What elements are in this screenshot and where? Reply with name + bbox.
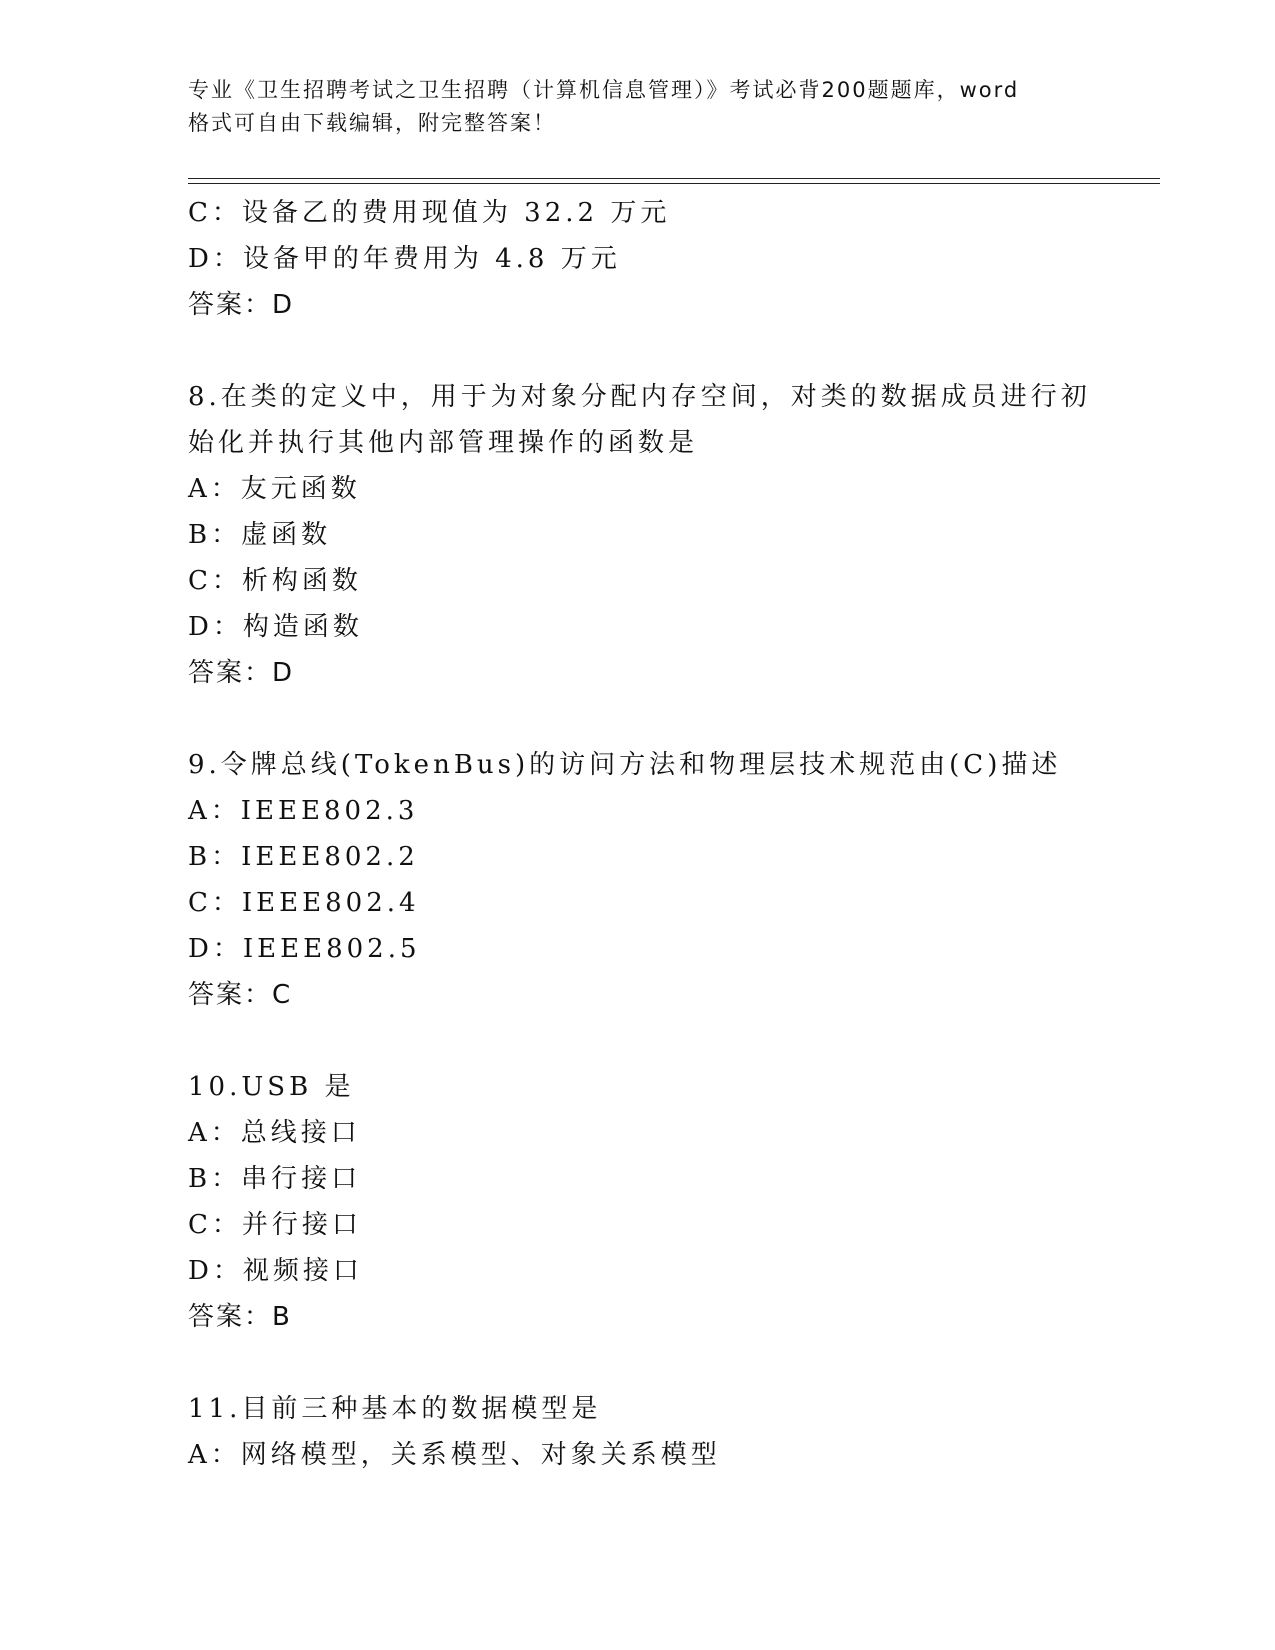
- option-text: 网络模型，关系模型、对象关系模型: [240, 1440, 721, 1470]
- answer-line: 答案：D: [188, 290, 295, 320]
- option-a: [188, 466, 1188, 512]
- question-stem-continued: 始化并执行其他内部管理操作的函数是: [188, 428, 699, 458]
- spacer: [188, 1340, 1188, 1386]
- option-letter: A：: [188, 474, 241, 504]
- option-text: 虚函数: [241, 520, 332, 550]
- option-letter: D：: [188, 934, 243, 964]
- option-c: [188, 1202, 1188, 1248]
- option-letter: A：: [188, 1118, 241, 1148]
- spacer: [188, 696, 1188, 742]
- option-text: IEEE802.3: [240, 796, 419, 826]
- option-d: [188, 236, 1188, 282]
- header-line-1: 专业《卫生招聘考试之卫生招聘（计算机信息管理）》考试必背200题题库，word: [188, 78, 1020, 102]
- option-letter: C：: [188, 566, 242, 596]
- option-text: 析构函数: [241, 566, 362, 596]
- option-a: [188, 1110, 1188, 1156]
- option-letter: D：: [188, 612, 243, 642]
- option-c: [188, 190, 1188, 236]
- option-a: [188, 1432, 1188, 1478]
- question-stem: 10.USB 是: [188, 1072, 355, 1102]
- question-11: [188, 1386, 1188, 1478]
- option-b: [188, 834, 1188, 880]
- option-letter: C：: [188, 198, 242, 228]
- question-9: [188, 742, 1188, 1018]
- answer-line: 答案：C: [188, 980, 293, 1010]
- question-8: [188, 374, 1188, 696]
- option-d: [188, 604, 1188, 650]
- question-stem: 11.目前三种基本的数据模型是: [188, 1394, 602, 1424]
- option-d: [188, 1248, 1188, 1294]
- answer-line: 答案：B: [188, 1302, 292, 1332]
- option-letter: C：: [188, 1210, 242, 1240]
- option-a: [188, 788, 1188, 834]
- option-letter: B：: [188, 1164, 242, 1194]
- option-d: [188, 926, 1188, 972]
- option-letter: D：: [188, 1256, 243, 1286]
- option-text: 设备甲的年费用为 4.8 万元: [242, 244, 621, 274]
- question-stem: 8.在类的定义中，用于为对象分配内存空间，对类的数据成员进行初: [188, 382, 1091, 412]
- option-letter: C：: [188, 888, 242, 918]
- option-letter: A：: [188, 796, 241, 826]
- option-letter: A：: [188, 1440, 241, 1470]
- option-text: IEEE802.4: [241, 888, 420, 918]
- option-c: [188, 558, 1188, 604]
- question-7-tail: [188, 190, 1188, 328]
- option-text: 友元函数: [240, 474, 361, 504]
- option-letter: D：: [188, 244, 243, 274]
- option-text: IEEE802.5: [242, 934, 421, 964]
- question-list: [188, 190, 1188, 1478]
- option-b: [188, 512, 1188, 558]
- header-line-2: 格式可自由下载编辑，附完整答案！: [188, 111, 556, 135]
- question-10: [188, 1064, 1188, 1340]
- option-text: 视频接口: [242, 1256, 363, 1286]
- option-text: 设备乙的费用现值为 32.2 万元: [241, 198, 671, 228]
- option-b: [188, 1156, 1188, 1202]
- spacer: [188, 328, 1188, 374]
- option-letter: B：: [188, 842, 242, 872]
- option-text: 构造函数: [242, 612, 363, 642]
- answer-line: 答案：D: [188, 658, 295, 688]
- header-divider-bottom: [188, 183, 1160, 184]
- document-header: [188, 74, 1088, 140]
- option-c: [188, 880, 1188, 926]
- header-divider-top: [188, 178, 1160, 179]
- option-text: 串行接口: [241, 1164, 362, 1194]
- option-letter: B：: [188, 520, 242, 550]
- question-stem: 9.令牌总线(TokenBus)的访问方法和物理层技术规范由(C)描述: [188, 750, 1062, 780]
- spacer: [188, 1018, 1188, 1064]
- option-text: 并行接口: [241, 1210, 362, 1240]
- option-text: IEEE802.2: [241, 842, 419, 872]
- option-text: 总线接口: [240, 1118, 361, 1148]
